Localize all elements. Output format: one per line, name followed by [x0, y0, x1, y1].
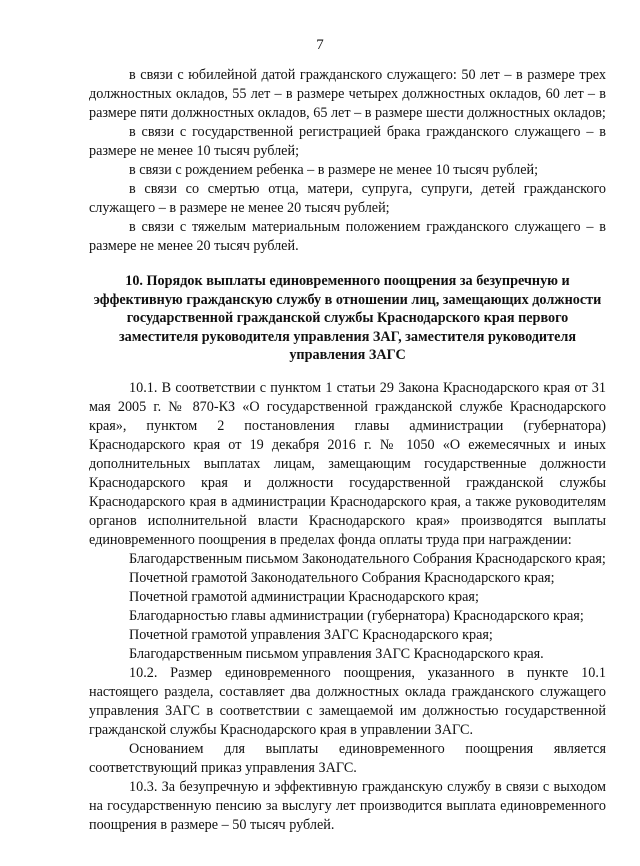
paragraph: 10.1. В соответствии с пунктом 1 статьи 29 Закона Краснодарского края от 31 мая 2005 г. № 870-КЗ «О государственной гражданской службе Краснодарского края», пунктом 2 постановления главы администрации (губернатора) Краснодарского края от 19 декабря 2016 г. № 1050 «О ежемесячных и иных дополнительных выплатах лицам, замещающим государственные должности Краснодарского края и должности государственной гражданской службы Краснодарского края в администрации Краснодарского края, а также руководителям органов исполнительной власти Краснодарского края» производятся выплаты единовременного поощрения в пределах фонда оплаты труда при награждении:: [89, 379, 606, 548]
award-item: Благодарностью главы администрации (губернатора) Краснодарского края;: [129, 607, 584, 624]
document-body: [89, 66, 606, 835]
paragraph: 10.3. За безупречную и эффективную гражданскую службу в связи с выходом на государственную пенсию за выслугу лет производится выплата единовременного поощрения в размере – 50 тысяч рублей.: [89, 778, 606, 833]
award-item: Благодарственным письмом управления ЗАГС Краснодарского края.: [129, 645, 544, 662]
award-item: Почетной грамотой администрации Краснодарского края;: [129, 588, 479, 605]
paragraph: в связи с юбилейной датой гражданского служащего: 50 лет – в размере трех должностных окладов, 55 лет – в размере четырех должностных окладов, 60 лет – в размере пяти должностных окладов, 65 лет – в размере шести должностных окладов;: [89, 67, 606, 121]
paragraph: в связи с государственной регистрацией брака гражданского служащего – в размере не менее 10 тысяч рублей;: [89, 124, 606, 159]
paragraph: в связи с рождением ребенка – в размере не менее 10 тысяч рублей;: [129, 162, 539, 178]
paragraph: в связи с тяжелым материальным положением гражданского служащего – в размере не менее 20 тысяч рублей.: [89, 219, 606, 254]
page-number: 7: [316, 37, 324, 53]
award-item: Благодарственным письмом Законодательного Собрания Краснодарского края;: [129, 550, 606, 567]
section-heading: 10. Порядок выплаты единовременного поощрения за безупречную и эффективную гражданскую службу в отношении лиц, замещающих должности государственной гражданской службы Краснодарского края первого заместителя руководителя управления ЗАГ, заместителя руководителя управления ЗАГС: [93, 273, 602, 363]
paragraph: 10.2. Размер единовременного поощрения, указанного в пункте 10.1 настоящего раздела, составляет два должностных оклада гражданского служащего управления ЗАГС в соответствии с замещаемой им должностью государственной гражданской службы Краснодарского края в управлении ЗАГС.: [89, 664, 606, 738]
paragraph: Основанием для выплаты единовременного поощрения является соответствующий приказ управления ЗАГС.: [89, 740, 606, 776]
paragraph: в связи со смертью отца, матери, супруга, супруги, детей гражданского служащего – в размере не менее 20 тысяч рублей;: [89, 181, 606, 216]
award-item: Почетной грамотой управления ЗАГС Краснодарского края;: [129, 626, 493, 643]
award-item: Почетной грамотой Законодательного Собрания Краснодарского края;: [129, 569, 555, 586]
